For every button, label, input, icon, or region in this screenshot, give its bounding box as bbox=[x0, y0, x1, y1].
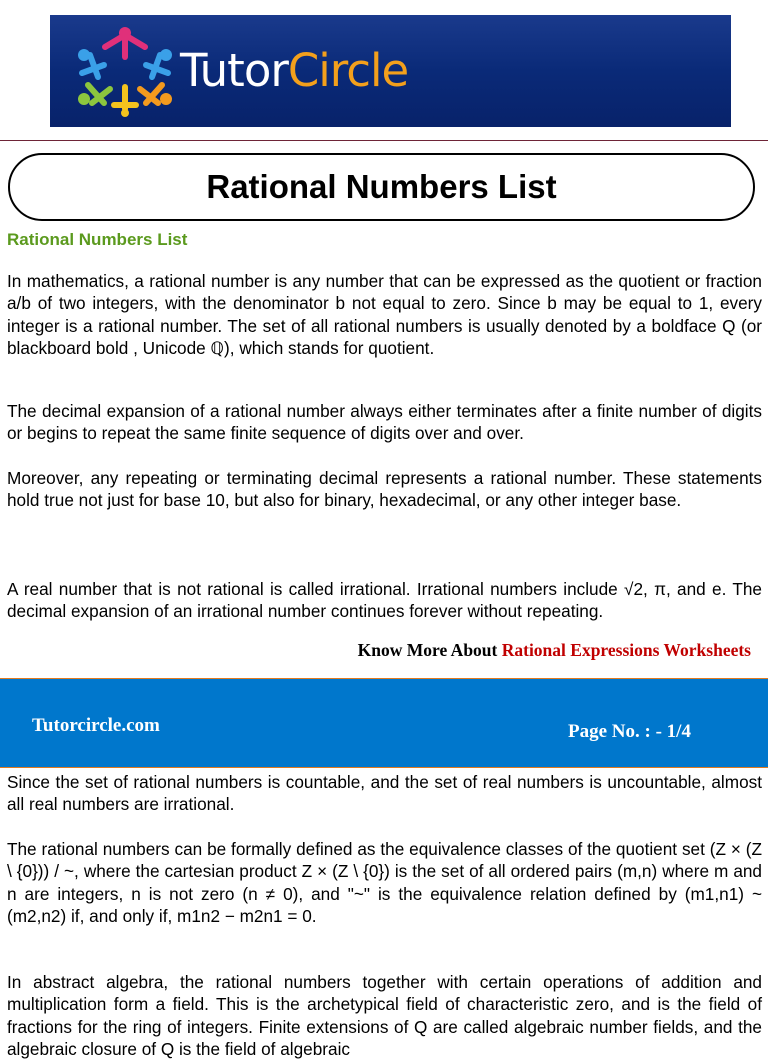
paragraph-countable: Since the set of rational numbers is countable, and the set of real numbers is uncountable, almost all real numbers are irrational. bbox=[7, 772, 762, 815]
title-box bbox=[8, 153, 755, 221]
rational-expressions-worksheets-link[interactable]: Rational Expressions Worksheets bbox=[501, 640, 751, 660]
paragraph-definition: In mathematics, a rational number is any number that can be expressed as the quotient or fraction a/b of two integers, with the denominator b not equal to zero. Since b may be equal to 1, every integer is a rational number. The set of all rational numbers is usually denoted by a boldface Q (or blackboard bold , Unicode ℚ), which stands for quotient. bbox=[7, 271, 762, 358]
footer-site: Tutorcircle.com bbox=[32, 715, 160, 736]
header-divider bbox=[0, 140, 768, 141]
page-number: Page No. : - 1/4 bbox=[568, 721, 691, 742]
logo-word-circle: Circle bbox=[287, 44, 409, 97]
paragraph-decimal-expansion: The decimal expansion of a rational number always either terminates after a finite number of digits or begins to repeat the same finite sequence of digits over and over. bbox=[7, 401, 762, 444]
page-footer bbox=[0, 678, 768, 768]
tutorcircle-banner bbox=[50, 15, 731, 127]
page-title: Rational Numbers List bbox=[206, 168, 557, 205]
paragraph-repeating-decimal: Moreover, any repeating or terminating decimal represents a rational number. These statements hold true not just for base 10, but also for binary, hexadecimal, or any other integer base. bbox=[7, 468, 762, 511]
logo-word-tutor: Tutor bbox=[180, 44, 288, 97]
know-more-line bbox=[358, 640, 751, 661]
paragraph-formal-definition: The rational numbers can be formally defined as the equivalence classes of the quotient set (Z × (Z \ {0})) / ~, where the cartesian product Z × (Z \ {0}) is the set of all ordered pairs (m,n) where m and n are integers, n is not zero (n ≠ 0), and "~" is the equivalence relation defined by (m1,n1) ~ (m2,n2) if, and only if, m1n2 − m2n1 = 0. bbox=[7, 839, 762, 926]
logo-wordmark bbox=[180, 41, 408, 101]
section-heading: Rational Numbers List bbox=[7, 230, 188, 249]
know-more-prefix: Know More About bbox=[357, 640, 502, 660]
paragraph-abstract-algebra: In abstract algebra, the rational numbers together with certain operations of addition and multiplication form a field. This is the archetypical field of characteristic zero, and is the field of fractions for the ring of integers. Finite extensions of Q are called algebraic number fields, and the algebraic closure of Q is the field of algebraic bbox=[7, 972, 762, 1059]
people-circle-icon bbox=[70, 25, 180, 117]
paragraph-irrational: A real number that is not rational is called irrational. Irrational numbers include √2, π, and e. The decimal expansion of an irrational number continues forever without repeating. bbox=[7, 579, 762, 622]
